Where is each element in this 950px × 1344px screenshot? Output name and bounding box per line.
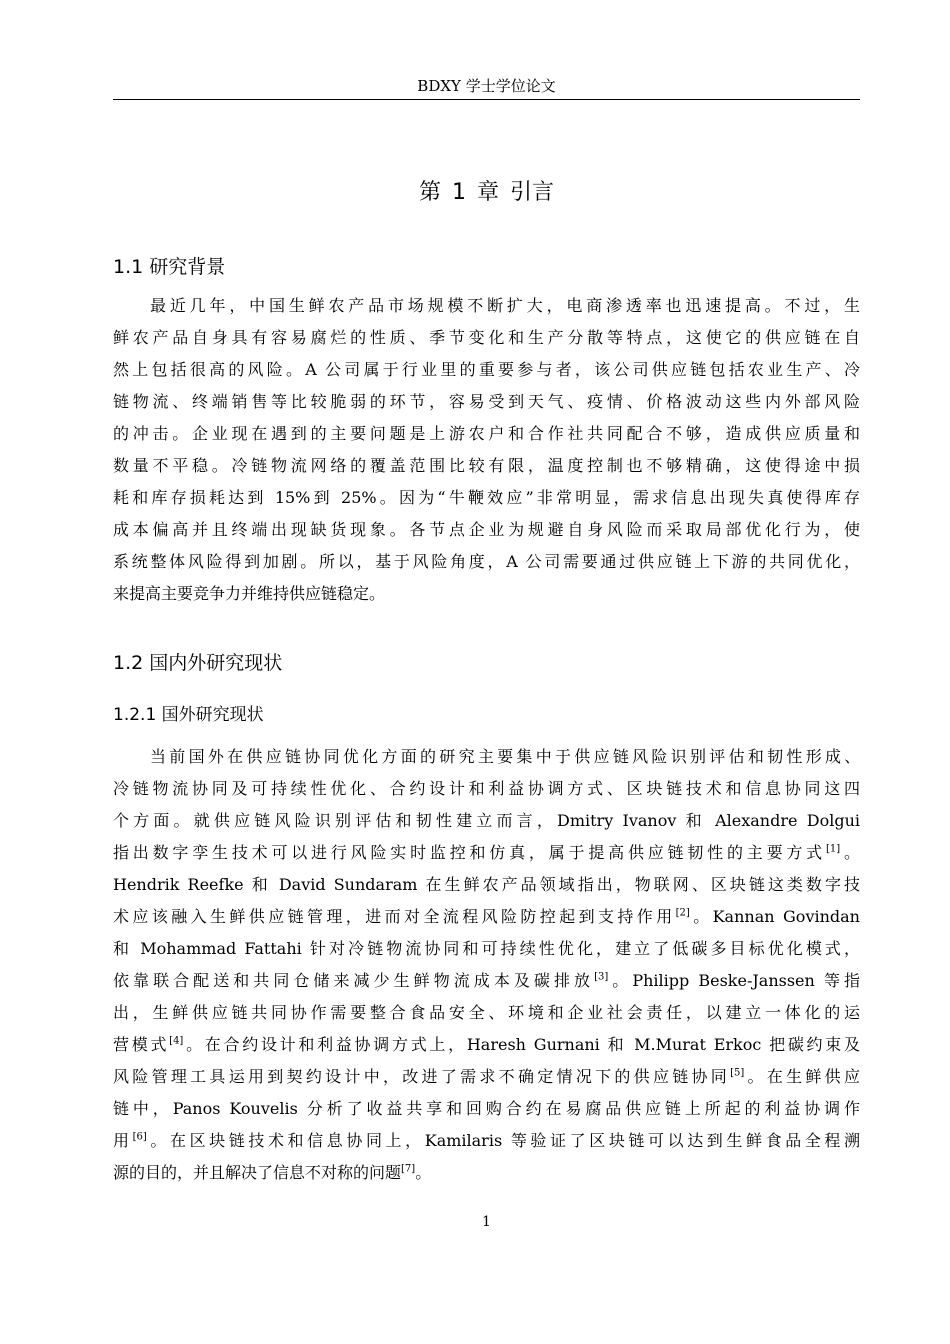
text-line: 链中，Panos Kouvelis 分析了收益共享和回购合约在易腐品供应链上所起的利益协调作 — [113, 1099, 860, 1118]
text-line: 和 Mohammad Fattahi 针对冷链物流协同和可持续性优化，建立了低碳多目标优化模式， — [113, 939, 860, 958]
text-line: 个方面。就供应链风险识别评估和韧性建立而言，Dmitry Ivanov 和 Alexandre Dolgui — [113, 811, 860, 830]
section-heading-1-2: 1.2 国内外研究现状 — [113, 652, 283, 674]
citation-3: [3] — [594, 971, 609, 983]
text-line: 出，生鲜供应链共同协作需要整合食品安全、环境和企业社会责任，以建立一体化的运 — [113, 1003, 860, 1022]
header-rule — [113, 99, 860, 100]
text-line: 数量不平稳。冷链物流网络的覆盖范围比较有限，温度控制也不够精确，这使得途中损 — [113, 456, 860, 475]
page-number: 1 — [482, 1214, 491, 1230]
text-line: 成本偏高并且终端出现缺货现象。各节点企业为规避自身风险而采取局部优化行为，使 — [113, 520, 860, 539]
text-line: 然上包括很高的风险。A 公司属于行业里的重要参与者，该公司供应链包括农业生产、冷 — [113, 360, 860, 379]
paragraph-research-background — [113, 290, 860, 610]
citation-6: [6] — [132, 1131, 147, 1143]
citation-7: [7] — [401, 1163, 416, 1175]
text-line: 术应该融入生鲜供应链管理，进而对全流程风险防控起到支持作用[2]。Kannan Govindan — [113, 907, 860, 926]
citation-2: [2] — [675, 907, 690, 919]
text-line: 依靠联合配送和共同仓储来减少生鲜物流成本及碳排放[3]。Philipp Beske-Janssen 等指 — [113, 971, 860, 990]
text-line: 风险管理工具运用到契约设计中，改进了需求不确定情况下的供应链协同[5]。在生鲜供应 — [113, 1067, 860, 1086]
text-line: 来提高主要竞争力并维持供应链稳定。 — [113, 584, 386, 603]
citation-5: [5] — [730, 1067, 745, 1079]
text-line: 用[6]。在区块链技术和信息协同上，Kamilaris 等验证了区块链可以达到生鲜食品全程溯 — [113, 1131, 860, 1150]
text-line: 链物流、终端销售等比较脆弱的环节，容易受到天气、疫情、价格波动这些内外部风险 — [113, 392, 860, 411]
section-heading-1-1: 1.1 研究背景 — [113, 256, 226, 278]
citation-4: [4] — [169, 1035, 184, 1047]
text-line: 指出数字孪生技术可以进行风险实时监控和仿真，属于提高供应链韧性的主要方式[1]。 — [113, 843, 860, 862]
citation-1: [1] — [826, 843, 841, 855]
subsection-heading-1-2-1: 1.2.1 国外研究现状 — [113, 705, 264, 725]
text-line: 营模式[4]。在合约设计和利益协调方式上，Haresh Gurnani 和 M.Murat Erkoc 把碳约束及 — [113, 1035, 860, 1054]
text-line: 冷链物流协同及可持续性优化、合约设计和利益协调方式、区块链技术和信息协同这四 — [113, 779, 860, 798]
text-line: Hendrik Reefke 和 David Sundaram 在生鲜农产品领域指出，物联网、区块链这类数字技 — [113, 875, 860, 894]
text-line: 耗和库存损耗达到 15%到 25%。因为“牛鞭效应”非常明显，需求信息出现失真使得库存 — [113, 488, 860, 507]
paragraph-foreign-research — [113, 741, 860, 1189]
text-line: 当前国外在供应链协同优化方面的研究主要集中于供应链风险识别评估和韧性形成、 — [150, 747, 860, 766]
text-line: 的冲击。企业现在遇到的主要问题是上游农户和合作社共同配合不够，造成供应质量和 — [113, 424, 860, 443]
text-line: 系统整体风险得到加剧。所以，基于风险角度，A 公司需要通过供应链上下游的共同优化， — [113, 552, 860, 571]
chapter-title: 第 1 章 引言 — [419, 180, 554, 205]
text-line: 鲜农产品自身具有容易腐烂的性质、季节变化和生产分散等特点，这使它的供应链在自 — [113, 328, 860, 347]
running-header: BDXY 学士学位论文 — [417, 77, 556, 95]
text-line: 源的目的，并且解决了信息不对称的问题[7]。 — [113, 1163, 432, 1182]
text-line: 最近几年，中国生鲜农产品市场规模不断扩大，电商渗透率也迅速提高。不过，生 — [150, 296, 860, 315]
